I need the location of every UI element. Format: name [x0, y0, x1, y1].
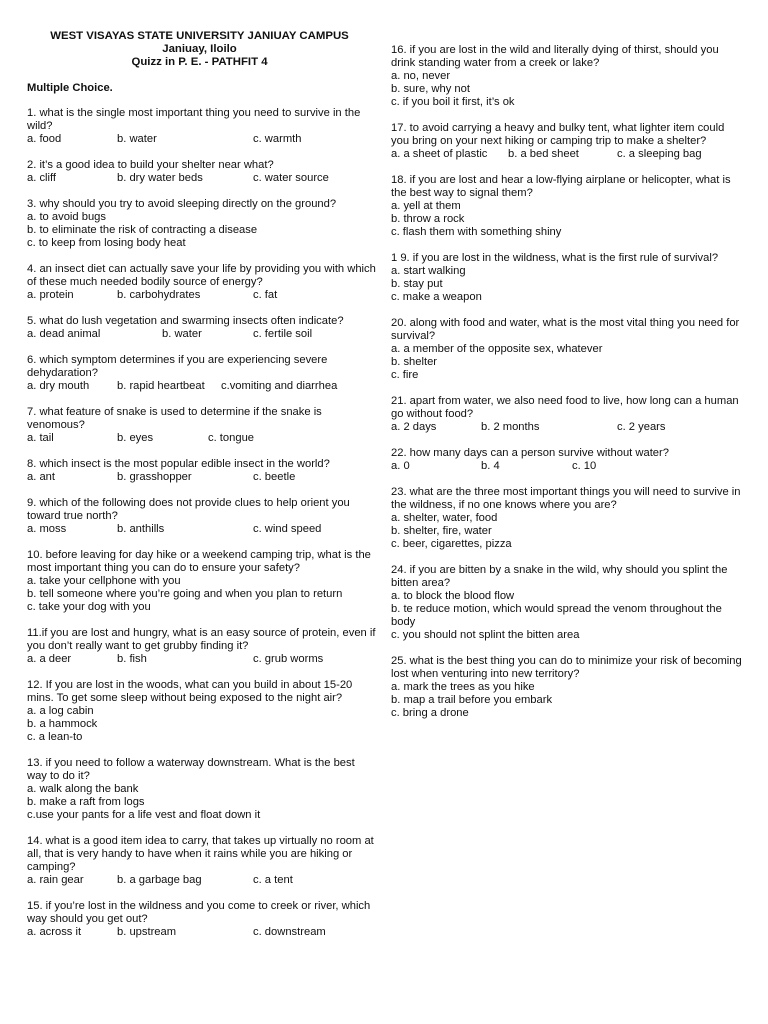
question-item [391, 447, 743, 473]
option: a. no, never [391, 70, 451, 82]
question-text: 7. what feature of snake is used to determine if the snake is venomous? [27, 406, 322, 431]
question-text: 6. which symptom determines if you are experiencing severe dehydaration? [27, 354, 328, 379]
options-row [27, 471, 377, 484]
option: c. a tent [253, 874, 293, 886]
option: c. wind speed [253, 523, 322, 535]
option: b. tell someone where you’re going and when you plan to return [27, 588, 343, 600]
question-item [391, 564, 743, 642]
question-text: 24. if you are bitten by a snake in the wild, why should you splint the bitten area? [391, 564, 728, 589]
campus-location: Janiuay, Iloilo [162, 43, 237, 55]
options-row [27, 874, 377, 887]
option: a. a sheet of plastic [391, 148, 488, 160]
option: c. to keep from losing body heat [27, 237, 186, 249]
option: b. water [117, 133, 157, 145]
question-item [391, 317, 743, 382]
question-text: 15. if you’re lost in the wildness and you come to creek or river, which way should you get out? [27, 900, 371, 925]
question-item [27, 263, 377, 302]
option: a. a deer [27, 653, 72, 665]
option: c. if you boil it first, it’s ok [391, 96, 515, 108]
right-column [391, 44, 743, 733]
option: a. mark the trees as you hike [391, 681, 535, 693]
option: b. shelter, fire, water [391, 525, 492, 537]
options-row [391, 421, 743, 434]
option: b. dry water beds [117, 172, 203, 184]
option: a. 0 [391, 460, 410, 472]
option: b. stay put [391, 278, 443, 290]
option: c. 2 years [617, 421, 666, 433]
question-text: 9. which of the following does not provide clues to help orient you toward true north? [27, 497, 350, 522]
question-text: 1 9. if you are lost in the wildness, what is the first rule of survival? [391, 252, 719, 264]
option: b. eyes [117, 432, 154, 444]
option: a. a log cabin [27, 705, 94, 717]
option: c. beetle [253, 471, 296, 483]
question-item [27, 458, 377, 484]
question-text: 10. before leaving for day hike or a weekend camping trip, what is the most important thing you can do to ensure your safety? [27, 549, 371, 574]
document-header [27, 30, 372, 69]
question-item [27, 627, 377, 666]
options-row [391, 460, 743, 473]
options-row [391, 148, 743, 161]
option: a. food [27, 133, 62, 145]
question-text: 11.if you are lost and hungry, what is an easy source of protein, even if you don’t really want to get grubby finding it? [27, 627, 376, 652]
option: c. fertile soil [253, 328, 313, 340]
option: b. carbohydrates [117, 289, 201, 301]
option: b. make a raft from logs [27, 796, 145, 808]
university-name: WEST VISAYAS STATE UNIVERSITY JANIUAY CAMPUS [50, 30, 349, 42]
option: c. you should not splint the bitten area [391, 629, 580, 641]
question-text: 22. how many days can a person survive without water? [391, 447, 669, 459]
option: a. dry mouth [27, 380, 90, 392]
question-item [27, 679, 377, 744]
question-item [391, 655, 743, 720]
left-column [27, 30, 377, 952]
question-text: 17. to avoid carrying a heavy and bulky tent, what lighter item could you bring on your next hiking or camping trip to make a shelter? [391, 122, 725, 147]
option: b. te reduce motion, which would spread the venom throughout the body [391, 603, 722, 628]
option: b. rapid heartbeat [117, 380, 205, 392]
options-row [27, 926, 377, 939]
question-text: 23. what are the three most important things you will need to survive in the wildness, if no one knows where you are? [391, 486, 741, 511]
option: b. shelter [391, 356, 438, 368]
option: b. throw a rock [391, 213, 465, 225]
options-row [27, 289, 377, 302]
question-item [27, 159, 377, 185]
option: a. protein [27, 289, 74, 301]
option: c. tongue [208, 432, 255, 444]
options-row [27, 432, 377, 445]
options-row [27, 328, 377, 341]
options-row [27, 380, 377, 393]
option: c. warmth [253, 133, 302, 145]
option: a. walk along the bank [27, 783, 139, 795]
question-text: 2. it’s a good idea to build your shelter near what? [27, 159, 274, 171]
option: b. to eliminate the risk of contracting a disease [27, 224, 258, 236]
question-item [27, 757, 377, 822]
question-text: 20. along with food and water, what is the most vital thing you need for survival? [391, 317, 740, 342]
option: a. dead animal [27, 328, 101, 340]
option: a. moss [27, 523, 67, 535]
option: a. yell at them [391, 200, 461, 212]
option: c. downstream [253, 926, 326, 938]
question-text: 3. why should you try to avoid sleeping directly on the ground? [27, 198, 337, 210]
option: c. grub worms [253, 653, 324, 665]
option: c. a lean-to [27, 731, 83, 743]
quiz-title: Quizz in P. E. - PATHFIT 4 [131, 56, 268, 68]
option: c. fat [253, 289, 278, 301]
section-title: Multiple Choice. [27, 82, 113, 94]
question-text: 13. if you need to follow a waterway downstream. What is the best way to do it? [27, 757, 355, 782]
option: a. start walking [391, 265, 466, 277]
option: c. flash them with something shiny [391, 226, 562, 238]
question-text: 5. what do lush vegetation and swarming insects often indicate? [27, 315, 344, 327]
option: b. water [162, 328, 202, 340]
question-text: 12. If you are lost in the woods, what can you build in about 15-20 mins. To get some sleep without being exposed to the night air? [27, 679, 353, 704]
question-item [391, 395, 743, 434]
option: c. 10 [572, 460, 597, 472]
question-item [27, 354, 377, 393]
option: b. anthills [117, 523, 165, 535]
option: c. water source [253, 172, 329, 184]
question-item [27, 315, 377, 341]
option: a. a member of the opposite sex, whatever [391, 343, 603, 355]
question-item [27, 900, 377, 939]
option: c. beer, cigarettes, pizza [391, 538, 512, 550]
question-item [27, 549, 377, 614]
option: a. to avoid bugs [27, 211, 106, 223]
question-item [391, 44, 743, 109]
option: c. bring a drone [391, 707, 469, 719]
option: b. grasshopper [117, 471, 192, 483]
option: c. make a weapon [391, 291, 482, 303]
options-row [27, 172, 377, 185]
option: c.use your pants for a life vest and float down it [27, 809, 261, 821]
option: a. to block the blood flow [391, 590, 515, 602]
options-row [27, 523, 377, 536]
option: b. a hammock [27, 718, 98, 730]
option: b. a garbage bag [117, 874, 202, 886]
question-text: 25. what is the best thing you can do to minimize your risk of becoming lost when venturing into new territory? [391, 655, 742, 680]
option: a. ant [27, 471, 55, 483]
option: a. cliff [27, 172, 57, 184]
option: b. a bed sheet [508, 148, 579, 160]
question-text: 1. what is the single most important thing you need to survive in the wild? [27, 107, 361, 132]
question-item [391, 252, 743, 304]
question-text: 21. apart from water, we also need food to live, how long can a human go without food? [391, 395, 739, 420]
question-text: 14. what is a good item idea to carry, that takes up virtually no room at all, that is very handy to have when it rains while you are hiking or camping? [27, 835, 374, 873]
question-item [391, 174, 743, 239]
option: b. 2 months [481, 421, 540, 433]
option: b. sure, why not [391, 83, 470, 95]
options-row [27, 133, 377, 146]
option: b. upstream [117, 926, 177, 938]
option: a. tail [27, 432, 54, 444]
option: b. fish [117, 653, 147, 665]
question-item [27, 198, 377, 250]
option: c. take your dog with you [27, 601, 151, 613]
question-text: 18. if you are lost and hear a low-flying airplane or helicopter, what is the best way to signal them? [391, 174, 731, 199]
options-row [27, 653, 377, 666]
question-text: 8. which insect is the most popular edible insect in the world? [27, 458, 330, 470]
question-item [27, 835, 377, 887]
question-item [27, 497, 377, 536]
question-item [27, 406, 377, 445]
question-text: 4. an insect diet can actually save your life by providing you with which of these much needed bodily source of energy? [27, 263, 376, 288]
option: c.vomiting and diarrhea [221, 380, 338, 392]
question-item [27, 107, 377, 146]
option: a. take your cellphone with you [27, 575, 181, 587]
option: b. 4 [481, 460, 500, 472]
question-text: 16. if you are lost in the wild and literally dying of thirst, should you drink standing water from a creek or lake? [391, 44, 719, 69]
option: b. map a trail before you embark [391, 694, 553, 706]
option: c. a sleeping bag [617, 148, 702, 160]
question-item [391, 122, 743, 161]
question-item [391, 486, 743, 551]
option: a. across it [27, 926, 82, 938]
option: a. 2 days [391, 421, 437, 433]
option: a. shelter, water, food [391, 512, 498, 524]
option: c. fire [391, 369, 419, 381]
option: a. rain gear [27, 874, 84, 886]
